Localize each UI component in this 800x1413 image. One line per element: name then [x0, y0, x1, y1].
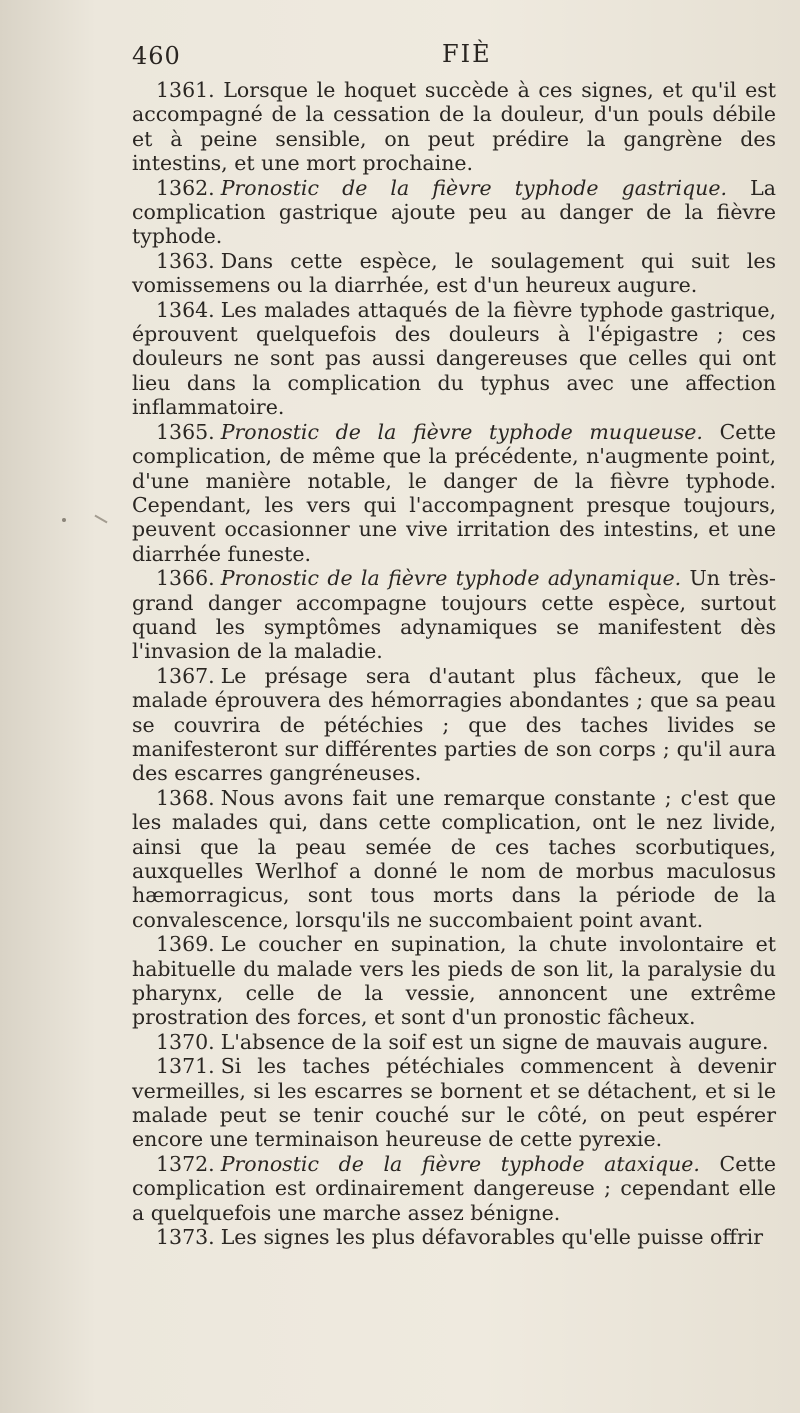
paragraph-1368 — [132, 786, 776, 932]
paragraph-1371 — [132, 1054, 776, 1152]
paragraph-text: 1361. Lorsque le hoquet succède à ces signes, et qu'il est accompagné de la cessation de la douleur, d'un pouls débile et à peine sensible, on peut prédire la gangrène des intestins, et une mort prochaine. — [132, 78, 776, 176]
paragraph-text: Un très-grand danger accompagne toujours cette espèce, surtout quand les symptômes adynamiques se manifestent dès l'invasion de la maladie. — [132, 566, 776, 664]
paragraph-number: 1368. — [156, 785, 215, 810]
paragraph-number: 1364. — [156, 297, 215, 322]
paragraph-number: 1369. — [156, 932, 215, 957]
section-heading: Pronostic de la fièvre typhode ataxique. — [220, 1151, 700, 1176]
paragraph-text: Cette complication est ordinairement dangereuse ; cependant elle a quelquefois une marche assez bénigne. — [132, 1151, 776, 1225]
paragraph-number: 1372. — [156, 1151, 215, 1176]
running-title: FIÈ — [442, 40, 492, 68]
paragraph-1364 — [132, 298, 776, 420]
paragraph-number: 1362. — [156, 175, 215, 200]
paragraph-number: 1367. — [156, 663, 215, 688]
paragraph-text: Les signes les plus défavorables qu'elle puisse offrir — [220, 1225, 764, 1250]
section-heading: Pronostic de la fièvre typhode adynamique. — [220, 566, 682, 591]
paragraph-number: 1366. — [156, 566, 215, 591]
paragraph-1362 — [132, 176, 776, 249]
paragraph-1373 — [132, 1225, 776, 1249]
paragraph-text: Nous avons fait une remarque constante ; c'est que les malades qui, dans cette complication, ont le nez livide, ainsi que la peau semée de ces taches scorbutiques, auxquelles Werlhof a donné le nom de morbus maculosus hæmorragicus, sont tous morts dans la période de la convalescence, lorsqu'ils ne succombaient point avant. — [132, 785, 776, 932]
paragraph-text: Cette complication, de même que la précédente, n'augmente point, d'une manière notable, le danger de la fièvre typhode. Cependant, les vers qui l'accompagnent presque toujours, peuvent occasionner une vive irritation des intestins, et une diarrhée funeste. — [132, 419, 776, 566]
paragraph-1361 — [132, 78, 776, 176]
paragraph-1363 — [132, 249, 776, 298]
paragraph-text: Si les taches pétéchiales commencent à devenir vermeilles, si les escarres se bornent et se détachent, et si le malade peut se tenir couché sur le côté, on peut espérer encore une terminaison heureuse de cette pyrexie. — [132, 1054, 776, 1152]
paragraph-number: 1371. — [156, 1054, 215, 1079]
paragraph-1372 — [132, 1152, 776, 1225]
paragraph-text: Dans cette espèce, le soulagement qui suit les vomissemens ou la diarrhée, est d'un heureux augure. — [132, 248, 776, 298]
ink-speck — [62, 518, 66, 522]
paragraph-1370 — [132, 1030, 776, 1054]
paragraph-1365 — [132, 420, 776, 566]
paragraph-text: La complication gastrique ajoute peu au danger de la fièvre typhode. — [132, 175, 776, 249]
paragraph-1369 — [132, 932, 776, 1030]
paragraph-text: L'absence de la soif est un signe de mauvais augure. — [220, 1029, 769, 1054]
paragraph-text: Le coucher en supination, la chute involontaire et habituelle du malade vers les pieds de son lit, la paralysie du pharynx, celle de la vessie, annoncent une extrême prostration des forces, et sont d'un pronostic fâcheux. — [132, 932, 776, 1030]
paragraph-number: 1370. — [156, 1029, 215, 1054]
section-heading: Pronostic de la fièvre typhode muqueuse. — [220, 419, 703, 444]
body-text — [132, 78, 776, 1250]
paragraph-number: 1365. — [156, 419, 215, 444]
paragraph-text: Le présage sera d'autant plus fâcheux, que le malade éprouvera des hémorragies abondantes ; que sa peau se couvrira de pétéchies ; que des taches livides se manifesteront sur différentes parties de son corps ; qu'il aura des escarres gangréneuses. — [132, 663, 776, 786]
paragraph-1366 — [132, 566, 776, 664]
paragraph-text: Les malades attaqués de la fièvre typhode gastrique, éprouvent quelquefois des douleurs à l'épigastre ; ces douleurs ne sont pas aussi dangereuses que celles qui ont lieu dans la complication du typhus avec une affection inflammatoire. — [132, 297, 776, 420]
running-head — [132, 38, 776, 78]
paragraph-1367 — [132, 664, 776, 786]
section-heading: Pronostic de la fièvre typhode gastrique. — [220, 175, 728, 200]
page-number: 460 — [132, 42, 181, 70]
paragraph-number: 1363. — [156, 248, 215, 273]
paragraph-number: 1373. — [156, 1225, 215, 1250]
ink-speck — [94, 515, 107, 524]
